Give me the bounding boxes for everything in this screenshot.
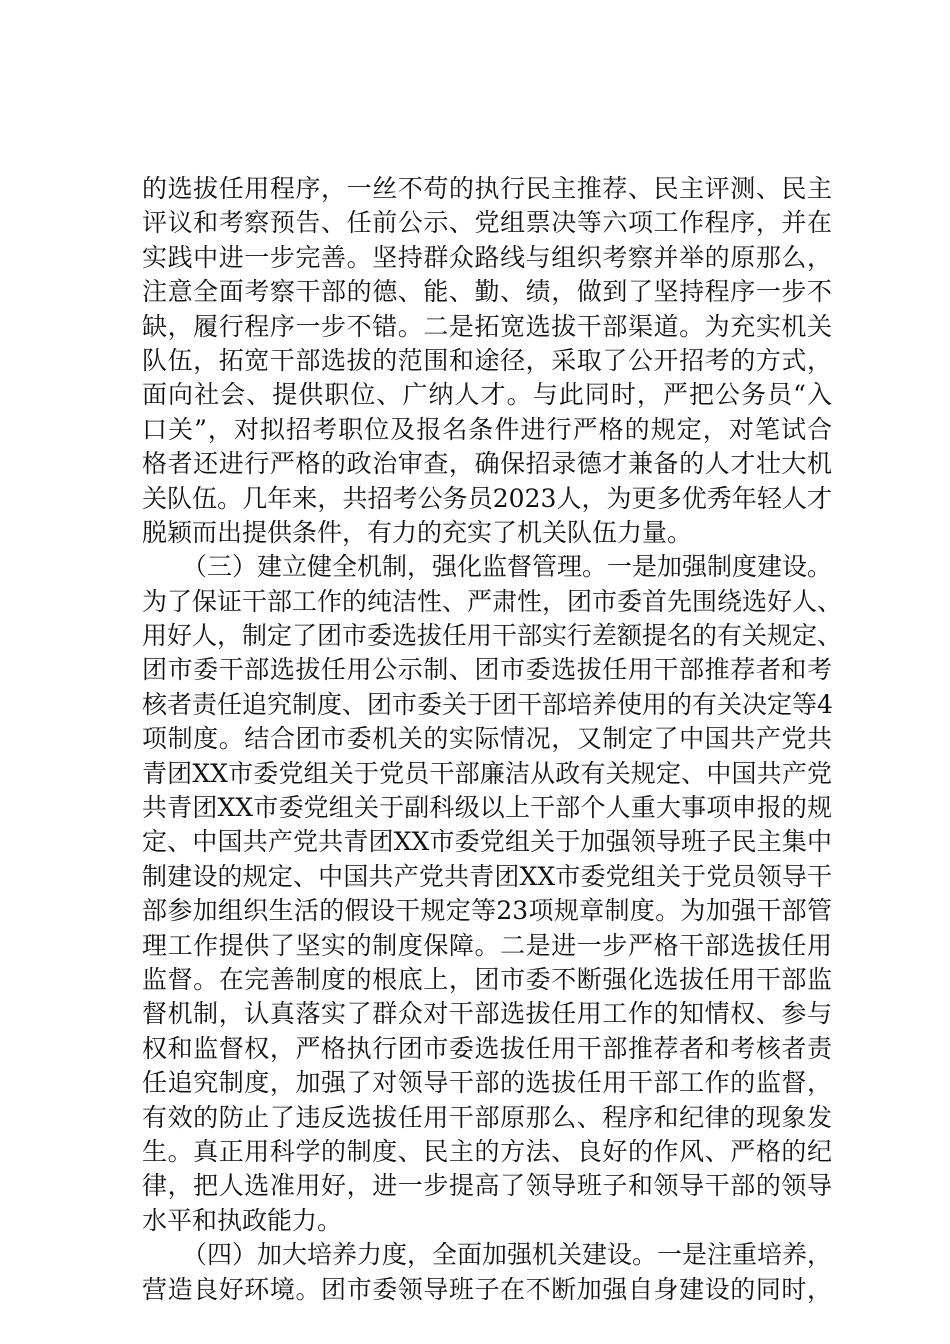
text-line: 有效的防止了违反选拔任用干部原那么、程序和纪律的现象发 [142,1102,832,1132]
paragraph-end-line: 水平和执政能力。 [142,1205,343,1235]
text-line: 律，把人选准用好，进一步提高了领导班子和领导干部的领导 [142,1171,832,1201]
text-line: 任追究制度，加强了对领导干部的选拔任用干部工作的监督， [142,1068,832,1098]
text-line: 项制度。结合团市委机关的实际情况，又制定了中国共产党共 [142,724,832,754]
text-line: 团市委干部选拔任用公示制、团市委选拔任用干部推荐者和考 [142,655,832,685]
paragraph-end-line: 脱颖而出提供条件，有力的充实了机关队伍力量。 [142,517,693,547]
text-line: 评议和考察预告、任前公示、党组票决等六项工作程序，并在 [142,208,832,238]
paragraph-heading-line: （四）加大培养力度，全面加强机关建设。一是注重培养， [182,1240,833,1270]
text-line: 格者还进行严格的政治审查，确保招录德才兼备的人才壮大机 [142,449,832,479]
text-line: 用好人，制定了团市委选拔任用干部实行差额提名的有关规定、 [142,621,843,651]
text-line: 缺，履行程序一步不错。二是拓宽选拔干部渠道。为充实机关 [142,311,832,341]
paragraph-heading-line: （三）建立健全机制，强化监督管理。一是加强制度建设。 [182,552,833,582]
text-line: 定、中国共产党共青团XX市委党组关于加强领导班子民主集中 [142,827,832,857]
text-line: 督机制，认真落实了群众对干部选拔任用工作的知情权、参与 [142,999,832,1029]
text-line: 制建设的规定、中国共产党共青团XX市委党组关于党员领导干 [142,861,832,891]
text-line: 青团XX市委党组关于党员干部廉洁从政有关规定、中国共产党 [142,758,832,788]
text-line: 生。真正用科学的制度、民主的方法、良好的作风、严格的纪 [142,1136,832,1166]
text-line: 部参加组织生活的假设干规定等23项规章制度。为加强干部管 [142,896,832,926]
text-line: 队伍，拓宽干部选拔的范围和途径，采取了公开招考的方式， [142,345,832,375]
text-line: 实践中进一步完善。坚持群众路线与组织考察并举的原那么， [142,242,832,272]
text-line: 营造良好环境。团市委领导班子在不断加强自身建设的同时， [142,1274,832,1304]
text-line: 注意全面考察干部的德、能、勤、绩，做到了坚持程序一步不 [142,277,832,307]
body-text [142,172,843,1307]
text-line: 关队伍。几年来，共招考公务员2023人，为更多优秀年轻人才 [142,483,832,513]
text-line: 共青团XX市委党组关于副科级以上干部个人重大事项申报的规 [142,793,832,823]
text-line: 核者责任追究制度、团市委关于团干部培养使用的有关决定等4 [142,689,833,719]
text-line: 监督。在完善制度的根底上，团市委不断强化选拔任用干部监 [142,964,832,994]
text-line: 面向社会、提供职位、广纳人才。与此同时，严把公务员“入 [142,380,832,410]
text-line: 的选拔任用程序，一丝不苟的执行民主推荐、民主评测、民主 [142,174,832,203]
text-line: 为了保证干部工作的纯洁性、严肃性，团市委首先围绕选好人、 [142,586,843,616]
text-line: 口关”，对拟招考职位及报名条件进行严格的规定，对笔试合 [142,414,832,444]
text-line: 权和监督权，严格执行团市委选拔任用干部推荐者和考核者责 [142,1033,832,1063]
text-line: 理工作提供了坚实的制度保障。二是进一步严格干部选拔任用 [142,930,832,960]
